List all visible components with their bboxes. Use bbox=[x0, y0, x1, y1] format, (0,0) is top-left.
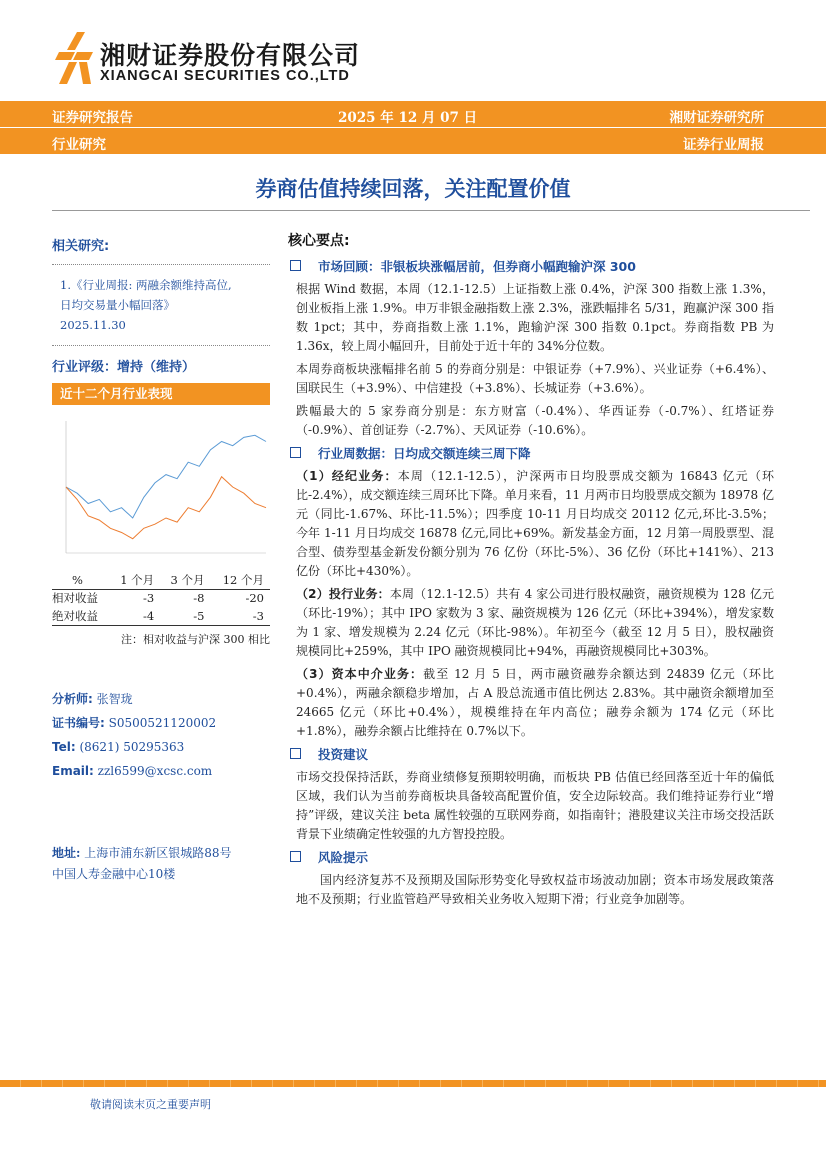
tel-row bbox=[52, 735, 270, 759]
tel-label: Tel: bbox=[52, 739, 76, 754]
company-logo-icon bbox=[55, 30, 95, 86]
section-title: 风险提示 bbox=[318, 850, 369, 865]
section-title: 投资建议 bbox=[318, 747, 369, 762]
email-link[interactable]: zzl6599@xcsc.com bbox=[97, 763, 213, 778]
company-name-en: XIANGCAI SECURITIES CO.,LTD bbox=[100, 68, 350, 84]
section-title: 市场回顾：非银板块涨幅居前，但券商小幅跑输沪深 300 bbox=[318, 259, 636, 274]
paragraph-text: 截至 12 月 5 日，两市融资融券余额达到 24839 亿元（环比+0.4%），两融余额稳步增加，占 A 股总流通市值比例达 2.83%。其中融资余额增加至 24665 亿元（环比+0.4%），规模维持在年内高位；融券余额为 174 亿元（环比+1.8%），融券余额占比维持在 0.7%以下。 bbox=[296, 667, 775, 738]
performance-heading: 近十二个月行业表现 bbox=[52, 383, 270, 405]
main-content bbox=[288, 232, 774, 909]
section-heading bbox=[288, 257, 774, 276]
performance-chart-svg bbox=[52, 413, 270, 563]
chart-series-line-1 bbox=[66, 435, 266, 518]
email-label: Email: bbox=[52, 763, 94, 778]
paragraph-text: 本周（12.1-12.5），沪深两市日均股票成交额为 16843 亿元（环比-2.4%），成交额连续三周环比下降。单月来看，11 月两市日均股票成交额为 18978 亿元（同比-1.67%、环比-11.5%）；四季度 10-11 月日均成交 20112 亿元,环比-3.5%；今年 1-11 月日均成交 16878 亿元,同比+69%。新发基金方面，12 月第一周股票型、混合型、债券型基金新发份额分别为 76 亿份（环比-5%）、36 亿份（环比+141%）、213 亿份（环比+430%）。 bbox=[296, 469, 774, 578]
analyst-name: 张智珑 bbox=[96, 691, 133, 706]
email-row bbox=[52, 759, 270, 783]
cert-label: 证书编号: bbox=[52, 715, 105, 730]
address-block bbox=[52, 843, 270, 885]
paragraph: 市场交投保持活跃，券商业绩修复预期较明确，而板块 PB 估值已经回落至近十年的偏低区域，我们认为当前券商板块具备较高配置价值，安全边际较高。我们维持证券行业“增持”评级，建议关注 beta 属性较强的互联网券商，如指南针；港股建议关注市场交投活跃背景下业绩确定性较强的九方智投控股。 bbox=[296, 770, 774, 841]
section-heading bbox=[288, 444, 774, 463]
paragraph-lead: （2）投行业务： bbox=[296, 587, 390, 601]
paragraph-text: 本周（12.1-12.5）共有 4 家公司进行股权融资，融资规模为 128 亿元（环比-19%）；其中 IPO 家数为 3 家、融资规模为 126 亿元（环比+394%），增发家数为 1 家、增发规模为 2.24 亿元（环比-98%）。年初至今（截至 12 月 5 日），股权融资规模同比+259%，其中 IPO 融资规模同比+94%，再融资规模同比+303%。 bbox=[296, 587, 774, 658]
table-cell: -3 bbox=[210, 607, 270, 625]
header-band-top bbox=[0, 101, 826, 127]
related-line: 1.《行业周报: 两融余额维持高位, bbox=[60, 278, 232, 292]
institute-name: 湘财证券研究所 bbox=[669, 110, 764, 126]
footer-bar bbox=[0, 1080, 826, 1087]
checkbox-icon bbox=[290, 260, 301, 271]
tel-number: (8621) 50295363 bbox=[79, 739, 185, 754]
company-name-cn: 湘财证券股份有限公司 bbox=[100, 41, 361, 70]
paragraph: 根据 Wind 数据，本周（12.1-12.5）上证指数上涨 0.4%，沪深 300 指数上涨 1.3%，创业板指上涨 1.9%。申万非银金融指数上涨 2.3%，涨跌幅排名 5/31，跑赢沪深 300 指数 1pct；其中，券商指数上涨 1.1%，跑输沪深 300 指数 0.1pct。券商指数 PB 为 1.36x，较上周小幅回升，目前处于近十年的 34%分位数。 bbox=[296, 282, 774, 353]
analyst-info bbox=[52, 687, 270, 783]
section-heading bbox=[288, 848, 774, 867]
table-cell: -4 bbox=[110, 607, 160, 625]
paragraph bbox=[288, 585, 774, 661]
checkbox-icon bbox=[290, 851, 301, 862]
paragraph-lead: （1）经纪业务： bbox=[296, 469, 398, 483]
row-label: 相对收益 bbox=[52, 591, 98, 606]
related-date: 2025.11.30 bbox=[60, 318, 126, 332]
paragraph bbox=[288, 665, 774, 741]
title-divider bbox=[52, 210, 810, 211]
row-label: 绝对收益 bbox=[52, 607, 110, 625]
related-research-heading: 相关研究: bbox=[52, 239, 110, 254]
related-line: 日均交易量小幅回落》 bbox=[60, 298, 175, 312]
address-line bbox=[52, 843, 270, 864]
left-sidebar bbox=[52, 225, 270, 885]
cert-row bbox=[52, 711, 270, 735]
address-text: 上海市浦东新区银城路88号 bbox=[84, 845, 232, 860]
performance-chart bbox=[52, 413, 270, 563]
report-type: 证券研究报告 bbox=[52, 110, 133, 126]
table-header-cell: 3 个月 bbox=[160, 571, 210, 589]
core-points-heading: 核心要点: bbox=[288, 233, 350, 249]
divider bbox=[52, 345, 270, 346]
table-header-cell: 12 个月 bbox=[210, 571, 270, 589]
header-band-bottom bbox=[0, 128, 826, 154]
checkbox-icon bbox=[290, 748, 301, 759]
chart-series-line-2 bbox=[66, 477, 266, 539]
paragraph: 本周券商板块涨幅排名前 5 的券商分别是：中银证券（+7.9%）、兴业证券（+6.4%）、国联民生（+3.9%）、中信建投（+3.8%）、长城证券（+3.6%）。 bbox=[296, 362, 774, 395]
divider bbox=[52, 264, 270, 265]
table-note: 注：相对收益与沪深 300 相比 bbox=[121, 632, 270, 646]
table-header-cell: 1 个月 bbox=[110, 571, 160, 589]
analyst-row bbox=[52, 687, 270, 711]
checkbox-icon bbox=[290, 447, 301, 458]
table-row bbox=[52, 607, 270, 625]
paragraph bbox=[288, 467, 774, 581]
section-heading bbox=[288, 745, 774, 764]
table-cell: -8 bbox=[193, 591, 205, 606]
report-series: 证券行业周报 bbox=[683, 137, 764, 153]
address-line: 中国人寿金融中心10楼 bbox=[52, 866, 176, 881]
related-research-item[interactable] bbox=[52, 275, 270, 335]
table-header-cell: % bbox=[52, 571, 110, 589]
performance-table bbox=[52, 571, 270, 626]
address-label: 地址: bbox=[52, 845, 81, 860]
paragraph-lead: （3）资本中介业务： bbox=[296, 667, 424, 681]
table-cell: -5 bbox=[160, 607, 210, 625]
paragraph: 国内经济复苏不及预期及国际形势变化导致权益市场波动加剧；资本市场发展政策落地不及预期；行业监管趋严导致相关业务收入短期下滑；行业竞争加剧等。 bbox=[296, 873, 774, 906]
report-date: 2025 年 12 月 07 日 bbox=[338, 110, 478, 126]
section-title: 行业周数据：日均成交额连续三周下降 bbox=[318, 446, 531, 461]
report-category: 行业研究 bbox=[52, 137, 106, 153]
cert-number: S0500521120002 bbox=[108, 715, 217, 730]
footer-disclaimer: 敬请阅读末页之重要声明 bbox=[90, 1098, 211, 1111]
page-title: 券商估值持续回落，关注配置价值 bbox=[255, 177, 571, 201]
industry-rating: 行业评级：增持（维持） bbox=[52, 360, 196, 375]
table-header-row bbox=[52, 571, 270, 589]
table-cell: -3 bbox=[142, 591, 155, 606]
table-row bbox=[52, 589, 270, 607]
analyst-label: 分析师: bbox=[52, 691, 93, 706]
table-cell: -20 bbox=[245, 591, 264, 606]
paragraph: 跌幅最大的 5 家券商分别是：东方财富（-0.4%）、华西证券（-0.7%）、红塔证券（-0.9%）、首创证券（-2.7%）、天风证券（-10.6%）。 bbox=[296, 404, 774, 437]
